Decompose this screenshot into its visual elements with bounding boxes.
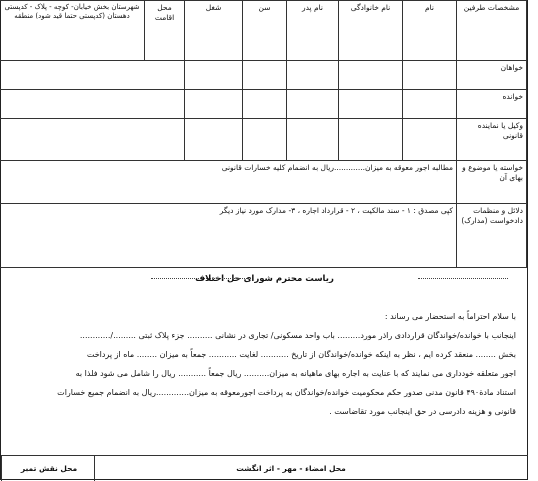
input-cell[interactable] <box>287 119 339 161</box>
header-residence: محل اقامت <box>145 1 185 61</box>
header-occupation: شغل <box>185 1 243 61</box>
row-label-plaintiff: خواهان <box>457 61 527 90</box>
input-cell[interactable] <box>0 90 185 119</box>
header-first-name: نام <box>403 1 457 61</box>
demand-row <box>0 161 527 204</box>
letter-title: ریاست محترم شورای حل اختلاف <box>195 274 334 284</box>
table-row <box>0 119 527 161</box>
input-cell[interactable] <box>243 119 287 161</box>
letter-line[interactable]: اجور متعلقه خودداری می نمایند که با عنایت به اجاره بهای ماهیانه به میزان.......... ریال جمعاً ........... ریال را شامل می شود فلذا به <box>75 369 516 378</box>
demand-text[interactable]: مطالبه اجور معوقه به میزان.............ریال به انضمام کلیه خسارات قانونی <box>0 161 457 204</box>
input-cell[interactable] <box>185 61 243 90</box>
row-label-demand: خواسته یا موضوع و بهای آن <box>457 161 527 204</box>
letter-section <box>1 270 528 480</box>
input-cell[interactable] <box>287 90 339 119</box>
input-cell[interactable] <box>287 61 339 90</box>
header-address: شهرستان بخش خیابان- کوچه - پلاک - کدپستی دهستان (کدپستی حتما قید شود) منطقه <box>0 1 145 61</box>
header-row <box>0 1 527 61</box>
letter-line[interactable]: بخش ........ منعقد کرده ایم ، نظر به اینکه خوانده/خواندگان از تاریخ ........... لغایت ........... جمعاً به میزان ........ ماه از پرداخت <box>86 350 516 359</box>
input-cell[interactable] <box>339 61 403 90</box>
stamp-label: محل نقش تمبر <box>20 464 78 473</box>
input-cell[interactable] <box>403 90 457 119</box>
letter-line[interactable]: قانونی و هزینه دادرسی در حق اینجانب مورد تقاضاست . <box>329 407 516 416</box>
input-cell[interactable] <box>403 61 457 90</box>
letter-line[interactable]: استناد مادة۴۹۰ قانون مدنی صدور حکم محکومیت خوانده/خواندگان به پرداخت اجورمعوقه به میزان.............ریال به انضمام جمیع خسارات <box>57 388 516 397</box>
title-dotted-line-right <box>418 278 508 279</box>
header-last-name: نام خانوادگی <box>339 1 403 61</box>
letter-greeting: با سلام احتراماً به استحضار می رساند : <box>384 312 516 321</box>
row-label-defendant: خوانده <box>457 90 527 119</box>
stamp-box[interactable] <box>1 456 95 481</box>
row-label-evidence: دلائل و منظمات دادخواست (مدارک) <box>457 204 527 268</box>
input-cell[interactable] <box>185 119 243 161</box>
input-cell[interactable] <box>339 90 403 119</box>
header-age: سن <box>243 1 287 61</box>
table-row <box>0 61 527 90</box>
input-cell[interactable] <box>0 61 185 90</box>
input-cell[interactable] <box>243 90 287 119</box>
evidence-row <box>0 204 527 268</box>
header-parties: مشخصات طرفین <box>457 1 527 61</box>
letter-body <box>11 307 516 421</box>
input-cell[interactable] <box>243 61 287 90</box>
input-cell[interactable] <box>403 119 457 161</box>
signature-label: محل امضاء - مهر - اثر انگشت <box>236 464 346 473</box>
form-footer <box>1 455 528 481</box>
input-cell[interactable] <box>0 119 185 161</box>
table-row <box>0 90 527 119</box>
input-cell[interactable] <box>185 90 243 119</box>
letter-line[interactable]: اینجانب با خوانده/خواندگان قراردادی راذر مورد......... باب واحد مسکونی/ تجاری در نشانی .......... جزء پلاک ثبتی ........./............ <box>79 331 516 340</box>
evidence-text[interactable]: کپی مصدق : ۱ - سند مالکیت ، ۲ - قرارداد اجاره ، ۳- مدارک مورد نیاز دیگر <box>0 204 457 268</box>
row-label-attorney: وکیل یا نماینده قانونی <box>457 119 527 161</box>
header-father-name: نام پدر <box>287 1 339 61</box>
title-dotted-line-left <box>151 278 251 279</box>
input-cell[interactable] <box>339 119 403 161</box>
